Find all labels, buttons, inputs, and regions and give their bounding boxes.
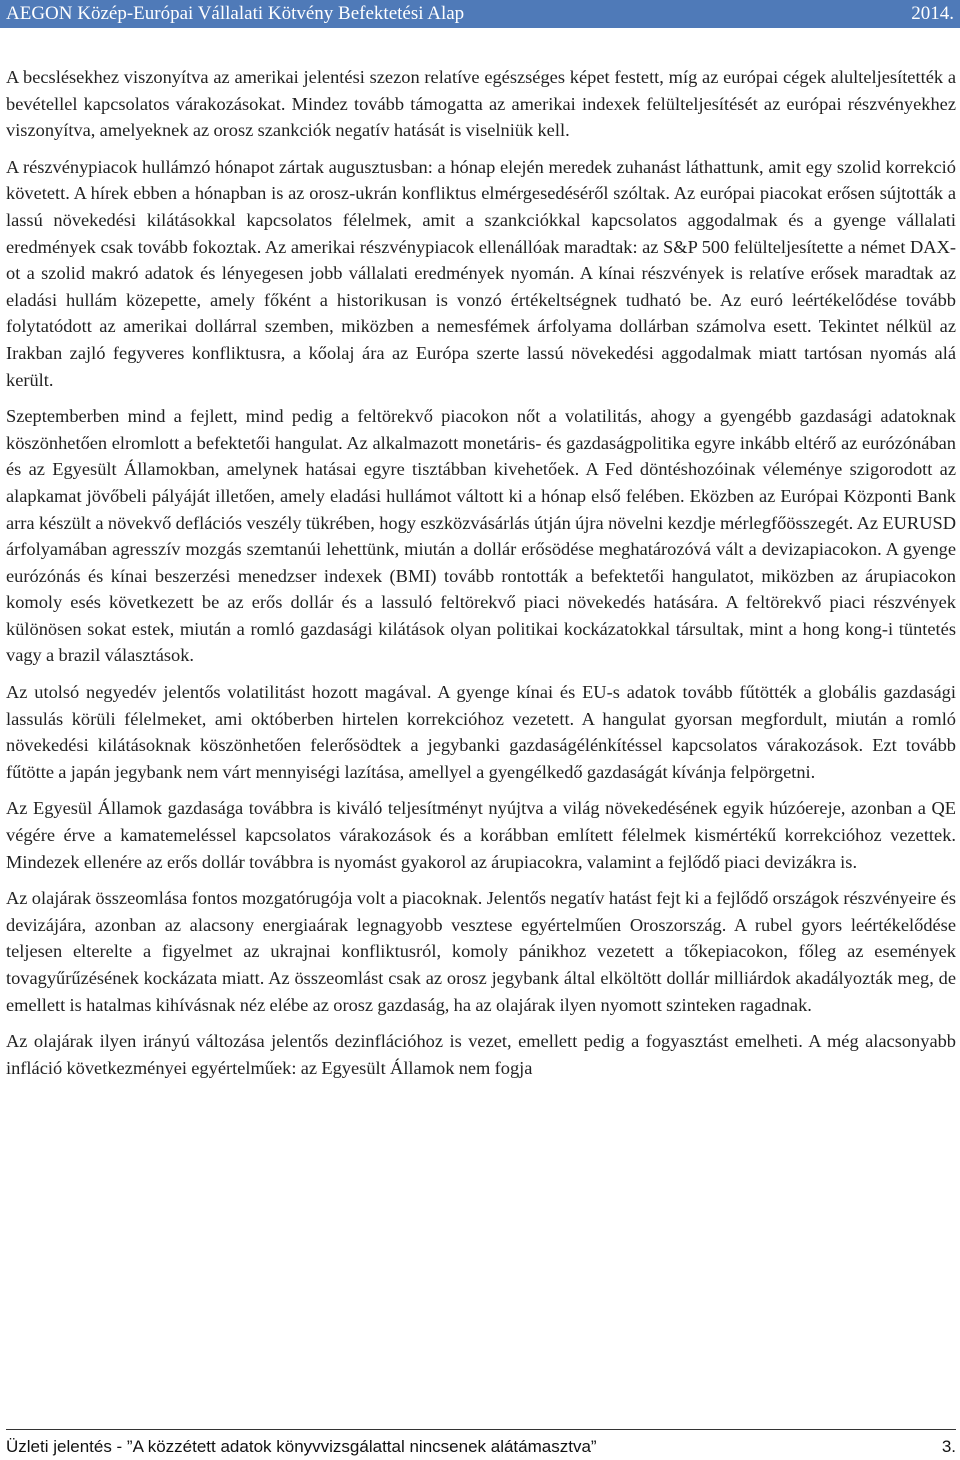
paragraph: Az olajárak ilyen irányú változása jelentős dezinflációhoz is vezet, emellett pedig a fogyasztást emelheti. A még alacsonyabb infláció következményei egyértelműek: az Egyesült Államok nem fogja <box>6 1031 956 1078</box>
paragraph: Az olajárak összeomlása fontos mozgatórugója volt a piacoknak. Jelentős negatív hatást fejt ki a fejlődő országok részvényeire és devizájára, azonban az alacsony energiaárak legnagyobb vesztese egyértelműen Oroszország. A rubel gyors leértékelődése teljesen elterelte a figyelmet az ukrajnai konfliktusról, komoly pánikhoz vezetett a tőkepiacokon, főleg az események tovagyűrűzésének kockázata miatt. Az összeomlást csak az orosz jegybank által elköltött dollár milliárdok akadályozták meg, de emellett is hatalmas kihívásnak néz elébe az orosz gazdaság, ha az olajárak ilyen nyomott szinteken ragadnak. <box>6 888 956 1015</box>
paragraph: Az utolsó negyedév jelentős volatilitást hozott magával. A gyenge kínai és EU-s adatok tovább fűtötték a globális gazdasági lassulás körüli félelmeket, ami októberben hirtelen korrekcióhoz vezetett. A hangulat gyorsan megfordult, miután a romló növekedési kilátásoknak köszönhetően felerősödtek a jegybanki gazdaságélénkítéssel kapcsolatos várakozások. Ezt tovább fűtötte a japán jegybank nem várt mennyiségi lazítása, amellyel a gyengélkedő gazdaságát kívánja felpörgetni. <box>6 682 956 782</box>
paragraph: A részvénypiacok hullámzó hónapot zártak augusztusban: a hónap elején meredek zuhanást láthattunk, amit egy szolid korrekció követett. A hírek ebben a hónapban is az orosz-ukrán konfliktus elmérgesedéséről szóltak. Az európai piacokat erősen sújtották a lassú növekedési kilátásokkal kapcsolatos félelmek, amit a szankciókkal kapcsolatos aggodalmak és a gyenge vállalati eredmények csak tovább fokoztak. Az amerikai részvénypiacok ellenállóak maradtak: az S&P 500 felülteljesítette a német DAX-ot a szolid makró adatok és lényegesen jobb vállalati eredmények nyomán. A kínai részvények is relatíve erősek maradtak az eladási hullám közepette, amely főként a historikusan is vonzó értékeltségnek tudható be. Az euró leértékelődése tovább folytatódott az amerikai dollárral szemben, miközben a nemesfémek árfolyama dollárban számolva esett. Tekintet nélkül az Irakban zajló fegyveres konfliktusra, a kőolaj ára az Európa szerte lassú növekedési aggodalmak miatt tartósan nyomás alá került. <box>6 156 956 390</box>
footer-divider <box>6 1429 956 1430</box>
footer-disclaimer: Üzleti jelentés - ”A közzétett adatok könyvvizsgálattal nincsenek alátámasztva” <box>6 1437 597 1456</box>
document-body <box>6 64 956 1091</box>
paragraph: Az Egyesül Államok gazdasága továbbra is kiváló teljesítményt nyújtva a világ növekedésének egyik húzóereje, azonban a QE végére érve a kamatemeléssel kapcsolatos várakozások és a korábban említett félelmek kismértékű korrekcióhoz vezettek. Mindezek ellenére az erős dollár továbbra is nyomást gyakorol az árupiacokra, valamint a fejlődő piaci devizákra is. <box>6 798 956 872</box>
paragraph: A becslésekhez viszonyítva az amerikai jelentési szezon relatíve egészséges képet festett, míg az európai cégek alulteljesítették a bevétellel kapcsolatos várakozásokat. Mindez tovább támogatta az amerikai indexek felülteljesítését az európai részvényekhez viszonyítva, amelyeknek az orosz szankciók negatív hatását is viselniük kell. <box>6 67 956 141</box>
document-header <box>0 0 960 28</box>
header-year: 2014. <box>911 3 954 24</box>
paragraph: Szeptemberben mind a fejlett, mind pedig a feltörekvő piacokon nőt a volatilitás, ahogy a gyengébb gazdasági adatoknak köszönhetően elromlott a befektetői hangulat. Az alkalmazott monetáris- és gazdaságpolitika egyre inkább eltérő az eurózónában és az Egyesült Államokban, amelynek hatásai egyre tisztábban kivehetőek. A Fed döntéshozóinak véleménye szigorodott az alapkamat jövőbeli pályáját illetően, amely eladási hullámot váltott ki a hónap első felében. Eközben az Európai Központi Bank arra készült a növekvő deflációs veszély tükrében, hogy eszközvásárlás útján újra növelni kezdje mérlegfőösszegét. Az EURUSD árfolyamában agresszív mozgás szemtanúi lehettünk, miután a dollár erősödése meghatározóvá vált a devizapiacokon. A gyenge eurózónás és kínai beszerzési menedzser indexek (BMI) tovább rontották a befektetői hangulatot, miközben az árupiacokon komoly esés következett be az erős dollár és a lassuló feltörekvő piaci növekedés hatására. A feltörekvő piaci részvények különösen sokat estek, miután a romló gazdasági kilátások olyan politikai kockázatokkal társultak, mint a hong kong-i tüntetés vagy a brazil választások. <box>6 406 956 666</box>
header-title: AEGON Közép-Európai Vállalati Kötvény Befektetési Alap <box>6 3 465 24</box>
page-number: 3. <box>941 1437 956 1456</box>
